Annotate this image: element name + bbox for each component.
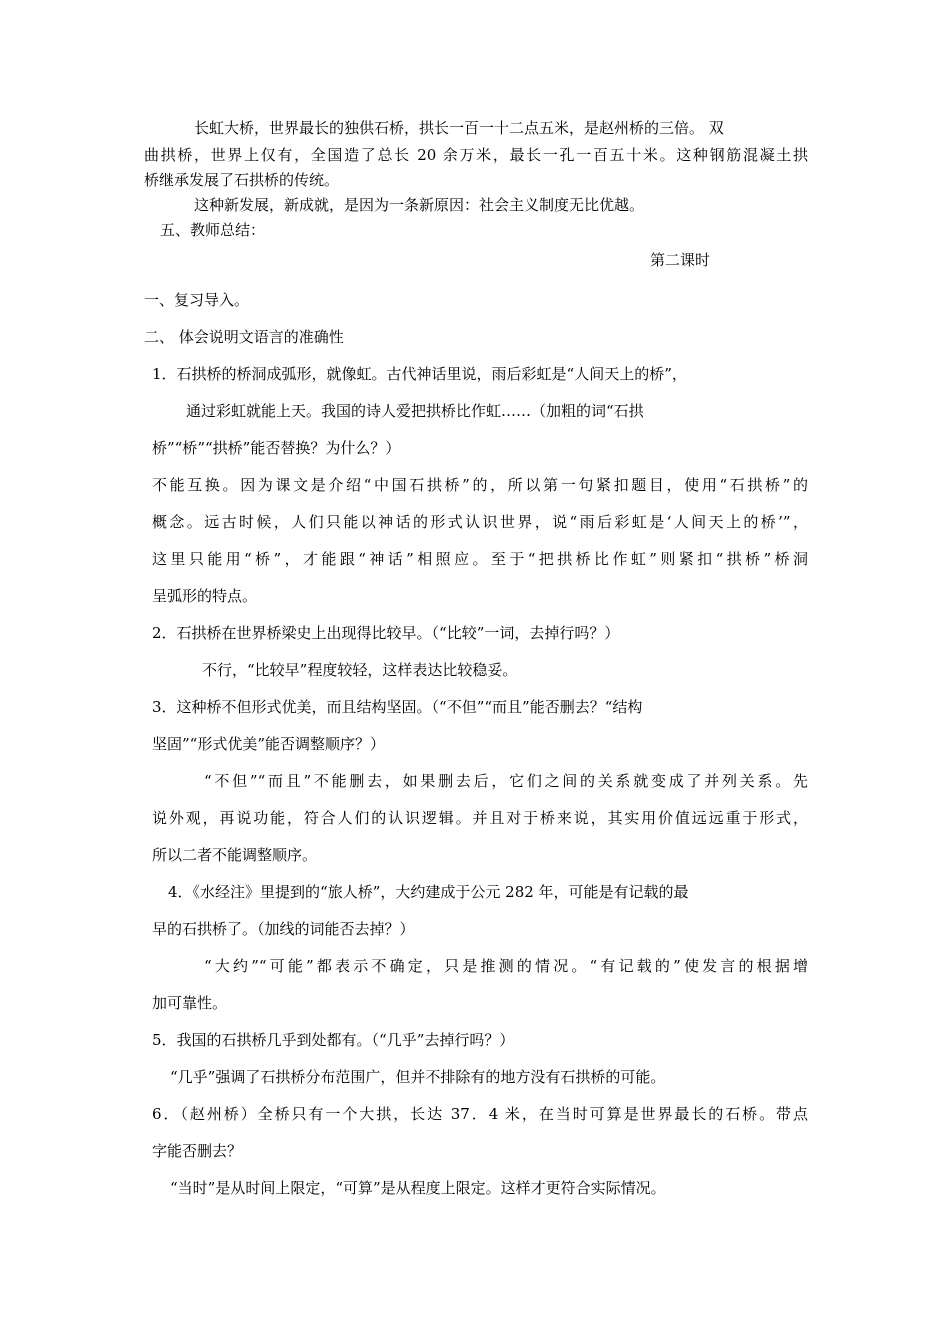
paragraph-line: 这种新发展，新成就，是因为一条新原因：社会主义制度无比优越。 [194, 196, 645, 214]
answer-line: 加可靠性。 [152, 994, 228, 1012]
question-line: 1．石拱桥的桥洞成弧形，就像虹。古代神话里说，雨后彩虹是“人间天上的桥”， [152, 365, 687, 383]
question-line: 6．（赵州桥）全桥只有一个大拱，长达 37．4 米，在当时可算是世界最长的石桥。带点 [152, 1105, 808, 1123]
answer-line: 不行，“比较早”程度较轻，这样表达比较稳妥。 [202, 661, 518, 679]
question-line: 通过彩虹就能上天。我国的诗人爱把拱桥比作虹……（加粗的词“石拱 [186, 402, 644, 420]
question-line: 5．我国的石拱桥几乎到处都有。（“几乎”去掉行吗？） [152, 1031, 515, 1049]
answer-line: 这里只能用“桥”，才能跟“神话”相照应。至于“把拱桥比作虹”则紧扣“拱桥”桥洞 [152, 550, 808, 568]
answer-line: “大约”“可能”都表示不确定，只是推测的情况。“有记载的”使发言的根据增 [204, 957, 808, 975]
answer-line: 呈弧形的特点。 [152, 587, 258, 605]
answer-line: 说外观，再说功能，符合人们的认识逻辑。并且对于桥来说，其实用价值远远重于形式， [152, 809, 808, 827]
question-line: 4．《水经注》里提到的“旅人桥”，大约建成于公元 282 年，可能是有记载的最 [168, 883, 689, 901]
lesson-heading: 第二课时 [650, 251, 711, 269]
question-line: 2．石拱桥在世界桥梁史上出现得比较早。（“比较”一词，去掉行吗？） [152, 624, 620, 642]
answer-line: “不但”“而且”不能删去，如果删去后，它们之间的关系就变成了并列关系。先 [204, 772, 808, 790]
paragraph-line: 桥继承发展了石拱桥的传统。 [144, 171, 340, 189]
paragraph-line: 曲拱桥，世界上仅有，全国造了总长 20 余万米，最长一孔一百五十米。这种钢筋混凝土拱 [144, 146, 808, 164]
question-line: 桥”“桥”“拱桥”能否替换？为什么？） [152, 439, 401, 457]
answer-line: “当时”是从时间上限定，“可算”是从程度上限定。这样才更符合实际情况。 [170, 1179, 666, 1197]
answer-line: 不能互换。因为课文是介绍“中国石拱桥”的，所以第一句紧扣题目，使用“石拱桥”的 [152, 476, 808, 494]
section-heading: 二、 体会说明文语言的准确性 [144, 328, 344, 346]
answer-line: 概念。远古时候，人们只能以神话的形式认识世界，说“雨后彩虹是‘人间天上的桥’”， [152, 513, 808, 531]
section-heading: 一、复习导入。 [144, 291, 250, 309]
question-line: 字能否删去？ [152, 1142, 243, 1160]
answer-line: “几乎”强调了石拱桥分布范围广，但并不排除有的地方没有石拱桥的可能。 [170, 1068, 666, 1086]
question-line: 3．这种桥不但形式优美，而且结构坚固。（“不但”“而且”能否删去？“结构 [152, 698, 643, 716]
section-heading: 五、教师总结： [160, 221, 266, 239]
question-line: 坚固”“形式优美”能否调整顺序？） [152, 735, 386, 753]
paragraph-line: 长虹大桥，世界最长的独供石桥，拱长一百一十二点五米，是赵州桥的三倍。 双 [194, 119, 724, 137]
answer-line: 所以二者不能调整顺序。 [152, 846, 318, 864]
question-line: 早的石拱桥了。（加线的词能否去掉？） [152, 920, 415, 938]
